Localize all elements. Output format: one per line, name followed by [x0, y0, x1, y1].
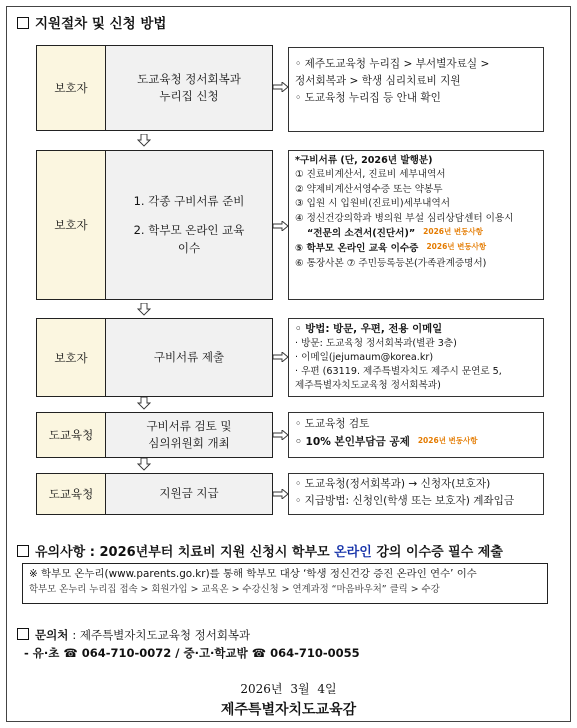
step-5-actor: 도교육청: [37, 474, 106, 514]
arrow-down-icon: [137, 134, 151, 147]
checkbox-square-icon: [17, 545, 29, 557]
arrow-right-icon: [273, 489, 288, 499]
step-3-info: ◦ 방법: 방문, 우편, 전용 이메일 · 방문: 도교육청 정서회복과(별관 3층) · 이메일(jejumaum@korea.kr) · 우편 (63119. 제주특별자치도 제주시 문연로 5, 제주특별자치도교육청 정서회복과): [288, 318, 544, 397]
step-5: [36, 473, 273, 515]
notice-box: ※ 학부모 온누리(www.parents.go.kr)를 통해 학부모 대상 ‘학생 정신건강 증진 온라인 연수’ 이수 학부모 온누리 누리집 접속 > 회원가입 > 교육온 > 수강신청 > 연계과정 “마음바우처” 클릭 > 수강: [22, 563, 548, 604]
step-4-actor: 도교육청: [37, 413, 106, 457]
issue-date: 2026년 3월 4일: [240, 682, 337, 696]
arrow-down-icon: [137, 458, 151, 471]
contact-title: 문의처 : 제주특별자치도교육청 정서회복과: [17, 627, 250, 643]
section-title: 지원절차 및 신청 방법: [17, 12, 166, 32]
step-5-info: ◦ 도교육청(정서회복과) → 신청자(보호자) ◦ 지급방법: 신청인(학생 또는 보호자) 계좌입금: [288, 473, 544, 515]
step-4-info: ◦ 도교육청 검토 ◦ 10% 본인부담금 공제 2026년 변동사항: [288, 412, 544, 458]
notice-title: 유의사항 : 2026년부터 치료비 지원 신청시 학부모 온라인 강의 이수증 필수 제출: [17, 541, 503, 560]
step-4-task: 구비서류 검토 및 심의위원회 개최: [106, 413, 272, 457]
arrow-right-icon: [273, 430, 288, 440]
arrow-right-icon: [273, 221, 288, 231]
step-2-actor: 보호자: [37, 151, 106, 299]
step-3: [36, 318, 273, 397]
contact-phone: - 유·초 ☎ 064-710-0072 / 중·고·학교밖 ☎ 064-710-0055: [24, 646, 360, 660]
step-5-task: 지원금 지급: [106, 474, 272, 514]
step-2: [36, 150, 273, 300]
change-tag: 2026년 변동사항: [423, 226, 483, 236]
step-1: [36, 45, 273, 131]
step-1-task: 도교육청 정서회복과 누리집 신청: [106, 46, 272, 130]
checkbox-square-icon: [17, 628, 29, 640]
change-tag: 2026년 변동사항: [426, 242, 487, 252]
arrow-down-icon: [137, 303, 151, 316]
step-3-actor: 보호자: [37, 319, 106, 396]
step-1-info: ◦ 제주도교육청 누리집 > 부서별자료실 > 정서회복과 > 학생 심리치료비 지원 ◦ 도교육청 누리집 등 안내 확인: [288, 47, 544, 132]
arrow-down-icon: [137, 397, 151, 410]
step-4: [36, 412, 273, 458]
step-2-task: 1. 각종 구비서류 준비 2. 학부모 온라인 교육 이수: [106, 151, 272, 299]
issuer: 제주특별자치도교육감: [220, 702, 357, 718]
arrow-right-icon: [273, 352, 288, 362]
step-3-task: 구비서류 제출: [106, 319, 272, 396]
checkbox-square-icon: [17, 17, 29, 29]
step-1-actor: 보호자: [37, 46, 106, 130]
arrow-right-icon: [273, 82, 288, 92]
change-tag: 2026년 변동사항: [417, 436, 478, 445]
step-2-info: *구비서류 (단, 2026년 발행분) ① 진료비계산서, 진료비 세부내역서 ② 약제비계산서영수증 또는 약봉투 ③ 입원 시 입원비(진료비)세부내역서 ④ 정신건강의학과 병의원 부설 심리상담센터 이용시 “전문의 소견서(진단서)” $^{2026년 변동사항}$ ⑤ 학부모 온라인 교육 이수증 $^{2026년 변동사항}$ ⑥ 통장사본 ⑦ 주민등록등본(가족관계증명서): [288, 150, 544, 300]
notice-highlight: 온라인: [334, 545, 372, 560]
